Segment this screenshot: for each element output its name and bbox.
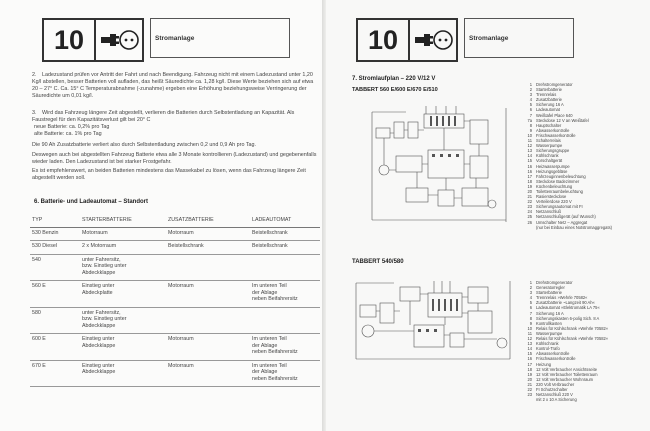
legend-text: Toilettenraumbeleuchtung: [536, 188, 583, 194]
legend-key: 19: [527, 371, 532, 377]
cell-ladeautomat: Beistellschrank: [250, 227, 320, 241]
legend-text: Sicherungsautomat mit FI: [536, 204, 583, 210]
chapter-number: 10: [356, 18, 410, 62]
col-typ: TYP: [30, 214, 80, 227]
legend-key: 3: [529, 290, 532, 296]
legend-key: 24: [527, 209, 532, 215]
legend-text: Sicherungskasten 6-polig Sich. 8 A: [536, 315, 600, 321]
legend-key: 11: [527, 330, 532, 336]
table-row: [30, 307, 320, 334]
col-zusatzbatterie: ZUSATZBATTERIE: [166, 214, 250, 227]
legend-key: 18: [527, 366, 532, 372]
legend-key: 2: [529, 87, 532, 93]
legend-text: Weißtafel Place 640: [536, 112, 573, 118]
cell-starterbatterie: Einstieg unter Abdeckplatte: [80, 281, 166, 308]
legend-text: Sicherung 16 A: [536, 310, 564, 316]
legend-text: Ladeautomat »Elektromatik LA 75«: [536, 305, 600, 311]
table-row: [30, 241, 320, 255]
paragraph-6: Es ist empfehlenswert, an beiden Batterien mindestens das Massekabel zu lösen, wenn das Fahrzeug längere Zeit abgestellt werden soll.: [32, 168, 306, 182]
legend-key: 13: [527, 341, 532, 347]
legend-key: 17: [527, 173, 532, 179]
loss-rate-new: neue Batterie: ca. 0,2% pro Tag: [34, 124, 110, 130]
legend-text: Küchenbeleuchtung: [536, 183, 573, 189]
legend-text: 12 Volt Verbraucher Ansichtsseite: [536, 366, 597, 372]
cell-zusatzbatterie: Motorraum: [166, 360, 250, 387]
legend-text: Umschalter Netz – Aggregat: [536, 219, 588, 225]
plug-icon-box: [96, 18, 144, 62]
legend-key: 8: [529, 315, 532, 321]
legend-key: 21: [527, 381, 532, 387]
cell-ladeautomat: [250, 254, 320, 281]
legend-key: 23: [527, 204, 532, 210]
section-header: Stromanlage: [464, 18, 574, 58]
legend-text: Abwasserkontrolle: [536, 351, 570, 357]
legend-key: 3: [529, 92, 532, 98]
paragraph-4: Die 90 Ah Zusatzbatterie verliert also durch Selbstentladung zwischen 0,2 und 0,9 Ah pro Tag.: [32, 142, 257, 148]
legend-key: 26: [527, 219, 532, 225]
wiring-diagram-540: [354, 277, 516, 363]
legend-text: Starterbatterie: [536, 290, 562, 296]
cell-starterbatterie: unter Fahrersitz, bzw. Einstieg unter Abdeckklappe: [80, 307, 166, 334]
legend-text: Wasserpumpe: [536, 330, 563, 336]
right-page: [326, 0, 650, 431]
plan-subtitle: TABBERT 560 E/600 E/670 E/510: [352, 87, 438, 93]
cell-typ: 580: [30, 307, 80, 334]
loss-rates: [34, 124, 319, 138]
paragraph-3: [32, 110, 317, 124]
legend-item: [518, 225, 648, 230]
cell-typ: 560 E: [30, 281, 80, 308]
col-ladeautomat: LADEAUTOMAT: [250, 214, 320, 227]
legend-diagram-2: [518, 280, 648, 402]
legend-key: 6: [529, 305, 532, 311]
table-row: [30, 254, 320, 281]
legend-key: 5: [529, 102, 532, 108]
plug-socket-icon: [99, 25, 139, 55]
cell-ladeautomat: Im unteren Teil der Ablage neben Beifahrersitz: [250, 334, 320, 361]
chapter-header: [42, 18, 290, 62]
legend-text: Schalterrelais: [536, 138, 561, 144]
legend-key: 12: [527, 143, 532, 149]
legend-text: Kontrollkasten: [536, 320, 562, 326]
cell-starterbatterie: Einstieg unter Abdeckklappe: [80, 360, 166, 387]
cell-zusatzbatterie: [166, 307, 250, 334]
legend-key: 9: [529, 320, 532, 326]
legend-key: 1: [529, 82, 532, 87]
legend-text: Drehstromgenerator: [536, 82, 573, 87]
legend-text: Frischwasserkontrolle: [536, 356, 576, 362]
legend-key: 6: [529, 107, 532, 113]
cell-zusatzbatterie: Motorraum: [166, 281, 250, 308]
legend-key: 10: [527, 132, 532, 138]
section-6-title: 6. Batterie- und Ladeautomat – Standort: [34, 199, 149, 205]
loss-rate-old: alte Batterie: ca. 1% pro Tag: [34, 131, 102, 138]
legend-key: 8: [529, 122, 532, 128]
legend-text: Zusatzbatterie ~Langzeit 90 Ah«: [536, 300, 595, 306]
cell-starterbatterie: 2 x Motorraum: [80, 241, 166, 255]
legend-diagram-1: [518, 82, 648, 230]
legend-key: 4: [529, 97, 532, 103]
legend-text: Zusatzbatterie: [536, 97, 562, 103]
legend-text: Ladeautomat: [536, 107, 560, 113]
paragraph-text: Wird das Fahrzeug längere Zeit abgestellt, verlieren die Batterien durch Selbstentladung an Kapazität. Als Faustregel für den Kapazitätsverlust gilt bei 20° C: [32, 110, 295, 124]
paragraph-number: 3.: [32, 110, 37, 116]
legend-text: 12 Volt Verbraucher Wohnraum: [536, 376, 594, 382]
table-row: [30, 360, 320, 387]
legend-text: 12 Volt Verbraucher Toilettenraum: [536, 371, 598, 377]
legend-key: 12: [527, 336, 532, 342]
legend-key: 14: [527, 346, 532, 352]
cell-starterbatterie: Einstieg unter Abdeckklappe: [80, 334, 166, 361]
plug-socket-icon: [413, 25, 453, 55]
section-header: Stromanlage: [150, 18, 290, 58]
cell-typ: 530 Diesel: [30, 241, 80, 255]
legend-text: Hauptschalter: [536, 122, 562, 128]
legend-key: [518, 397, 536, 402]
wiring-diagram-560: [366, 100, 516, 230]
legend-text: Sicherungsgruppe: [536, 148, 570, 154]
cell-starterbatterie: unter Fahrersitz, bzw. Einstieg unter Abdeckklappe: [80, 254, 166, 281]
legend-text: Heizung: [536, 361, 552, 367]
legend-text: Drehstromgenerator: [536, 280, 573, 285]
paragraph-5: Deswegen auch bei abgestellten Fahrzeug Batterie etwa alle 3 Monate kontrollieren (Ladezustand) und gegebenenfalls wieder laden. Den Ladezustand ist bei starker Frostgefahr.: [32, 152, 317, 166]
legend-key: 4: [529, 295, 532, 301]
legend-text: Starterbatterie: [536, 87, 562, 93]
legend-key: 9: [529, 127, 532, 133]
legend-text: Frischwasserkontrolle: [536, 132, 576, 138]
cell-typ: 530 Benzin: [30, 227, 80, 241]
table-row: [30, 227, 320, 241]
legend-key: [518, 225, 536, 230]
chapter-number: 10: [42, 18, 96, 62]
battery-location-table: [30, 214, 320, 387]
cell-zusatzbatterie: [166, 254, 250, 281]
col-starterbatterie: STARTERBATTERIE: [80, 214, 166, 227]
legend-key: 21: [527, 194, 532, 200]
legend-text: Relais für Kühlschrank »Wehrle 70582«: [536, 325, 609, 331]
legend-text: Sicherung 16 A: [536, 102, 564, 108]
cell-typ: 670 E: [30, 360, 80, 387]
legend-key: 11: [527, 138, 532, 144]
plan-title: 7. Stromlaufplan – 220 V/12 V: [352, 76, 436, 82]
legend-key: 15: [527, 158, 532, 164]
legend-item: [518, 397, 648, 402]
legend-text: Wasserpumpe: [536, 143, 563, 149]
legend-text: Trennrelais: [536, 92, 557, 98]
legend-key: 16: [527, 168, 532, 174]
legend-key: 23: [527, 392, 532, 398]
legend-key: 15: [527, 351, 532, 357]
legend-key: 13: [527, 148, 532, 154]
table-header-row: [30, 214, 320, 227]
cell-zusatzbatterie: Motorraum: [166, 334, 250, 361]
legend-text: Relais für Kühlschrank »Wehrle 70582«: [536, 336, 609, 342]
legend-text: Generatorregler: [536, 285, 565, 291]
legend-text: Netzanschlußgerät (auf Wunsch): [536, 214, 596, 220]
cell-ladeautomat: Im unteren Teil der Ablage neben Beifahrersitz: [250, 360, 320, 387]
paragraph-2: [32, 72, 317, 100]
legend-text: Heizungsgebläse: [536, 168, 568, 174]
plug-icon-box: [410, 18, 458, 62]
legend-text: Abwasserkontrolle: [536, 127, 570, 133]
legend-text: Vorschaltgerät: [536, 158, 563, 164]
legend-key: 10: [527, 325, 532, 331]
legend-text: Kühlschrank: [536, 341, 559, 347]
left-page: [0, 0, 322, 431]
legend-key: 18: [527, 178, 532, 184]
cell-ladeautomat: Im unteren Teil der Ablage neben Beifahrersitz: [250, 281, 320, 308]
paragraph-text: Ladezustand prüfen vor Antritt der Fahrt und nach Beendigung. Fahrzeug nicht mit einem Ladezustand unter 1,20 Kg/l abstellen, besser Batterien voll aufladen, das heißt Säuredichte ca. 1,28 kg/l. Diese Werte beziehen sich auf etwa 20 – 27° C. Ca. 15° C Temperaturabnahme (-zunahme) ergeben eine Erhöhung beziehungsweise Verringerung der Säuredichte um 0,01 kg/l.: [32, 72, 314, 100]
legend-key: 22: [527, 386, 532, 392]
chapter-header: [356, 18, 574, 62]
table-row: [30, 281, 320, 308]
legend-key: 17: [527, 361, 532, 367]
legend-text: Kühlschrank: [536, 153, 559, 159]
legend-key: 14: [527, 153, 532, 159]
legend-text: Netzanschluß: [536, 209, 562, 215]
legend-text: Steckdose Badezimmer: [536, 178, 580, 184]
legend-key: 7a: [527, 117, 532, 123]
legend-key: 25: [527, 214, 532, 220]
legend-key: 7: [529, 112, 532, 118]
cell-zusatzbatterie: Motorraum: [166, 227, 250, 241]
legend-text: Kontrol-Trafo: [536, 346, 560, 352]
legend-key: 22: [527, 199, 532, 205]
cell-starterbatterie: Motorraum: [80, 227, 166, 241]
legend-text: Heizwasserpumpe: [536, 163, 570, 169]
legend-text: mit 2 x 10 A Sicherung: [536, 397, 577, 403]
legend-text: Rasiersteckdose: [536, 194, 567, 200]
legend-text: Verteilerdose 220 V: [536, 199, 572, 205]
legend-text: Netzanschluß 220 V: [536, 392, 573, 398]
cell-zusatzbatterie: Beistellschrank: [166, 241, 250, 255]
legend-text: Fahrzeuginnenbeleuchtung: [536, 173, 586, 179]
cell-typ: 540: [30, 254, 80, 281]
cell-ladeautomat: [250, 307, 320, 334]
plan2-title: TABBERT 540/580: [352, 259, 404, 265]
legend-key: 2: [529, 285, 532, 291]
legend-text: FI Schutzschalter: [536, 386, 568, 392]
cell-typ: 600 E: [30, 334, 80, 361]
legend-text: 220 Volt Verbraucher: [536, 381, 575, 387]
table-row: [30, 334, 320, 361]
legend-key: 16: [527, 356, 532, 362]
legend-key: 16: [527, 163, 532, 169]
legend-text: (nur bei Einbau eines Notstromaggregats): [536, 224, 613, 230]
legend-key: 5: [529, 300, 532, 306]
legend-key: 19: [527, 183, 532, 189]
legend-key: 20: [527, 188, 532, 194]
legend-text: Steckdose 12 V an Weißtafel: [536, 117, 589, 123]
cell-ladeautomat: Beistellschrank: [250, 241, 320, 255]
legend-key: 7: [529, 310, 532, 316]
legend-key: 20: [527, 376, 532, 382]
paragraph-number: 2.: [32, 72, 37, 78]
legend-key: 1: [529, 280, 532, 285]
legend-text: Trennrelais »Wehrle 70582«: [536, 295, 588, 301]
